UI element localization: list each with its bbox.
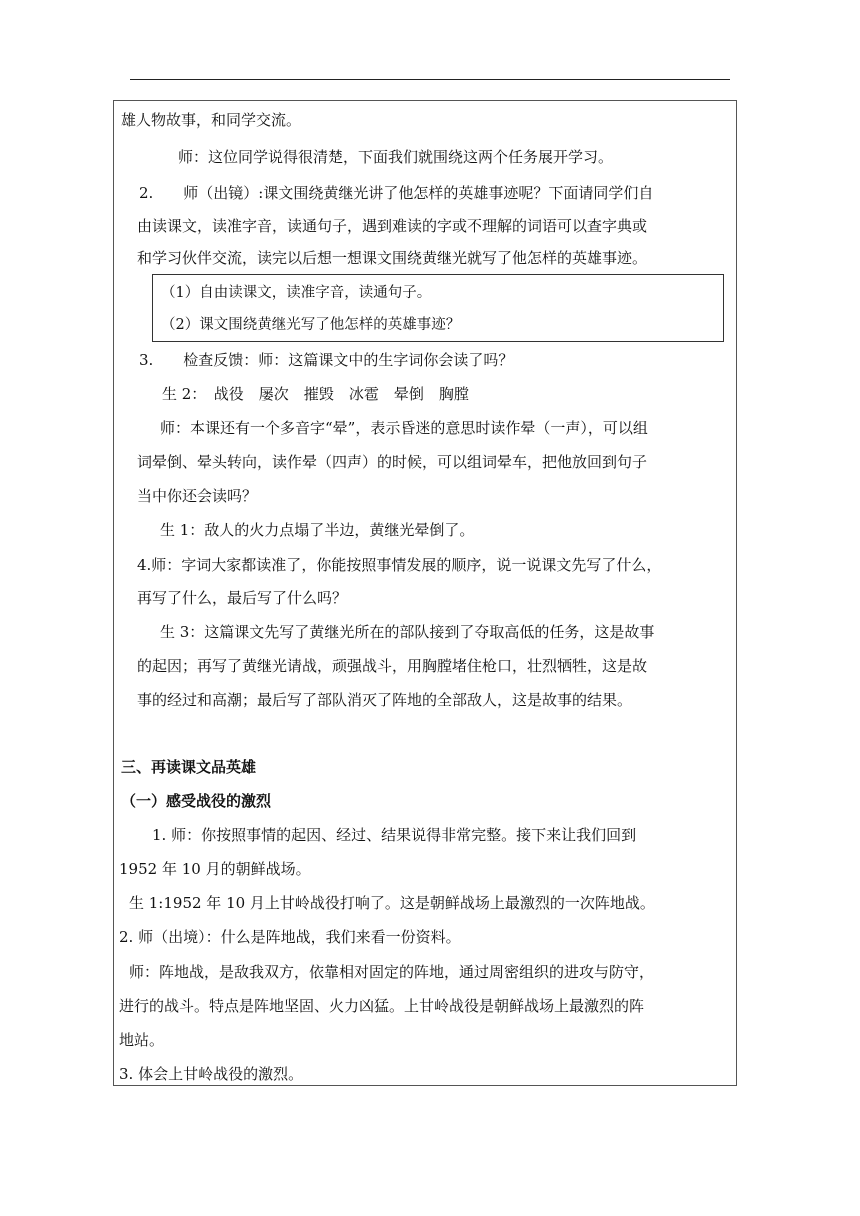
paragraph-line: 师：本课还有一个多音字“晕”，表示昏迷的意思时读作晕（一声），可以组 [160, 419, 648, 437]
paragraph-line: 词晕倒、晕头转向，读作晕（四声）的时候，可以组词晕车，把他放回到句子 [137, 453, 648, 471]
paragraph-line: 当中你还会读吗？ [137, 487, 258, 505]
paragraph-line: 生 1:1952 年 10 月上甘岭战役打响了。这是朝鲜战场上最激烈的一次阵地战。 [129, 894, 655, 912]
paragraph-line: 雄人物故事，和同学交流。 [121, 111, 302, 129]
paragraph-line: 再写了什么，最后写了什么吗？ [137, 589, 348, 607]
paragraph-line: 生 2： 战役 屡次 摧毁 冰雹 晕倒 胸膛 [162, 385, 469, 403]
header-rule [130, 79, 730, 80]
paragraph-line: 师：阵地战，是敌我双方，依靠相对固定的阵地，通过周密组织的进攻与防守， [129, 963, 655, 981]
subsection-heading: （一）感受战役的激烈 [121, 792, 272, 810]
paragraph-line: 生 1：敌人的火力点塌了半边，黄继光晕倒了。 [160, 521, 475, 539]
paragraph-line: 2. 师（出境）：什么是阵地战，我们来看一份资料。 [119, 928, 461, 946]
section-heading: 三、再读课文品英雄 [121, 758, 257, 776]
task-item: （2）课文围绕黄继光写了他怎样的英雄事迹？ [161, 317, 461, 333]
paragraph-line: 1952 年 10 月的朝鲜战场。 [119, 860, 311, 878]
paragraph-line: 进行的战斗。特点是阵地坚固、火力凶猛。上甘岭战役是朝鲜战场上最激烈的阵 [119, 997, 645, 1015]
paragraph-line: 1. 师：你按照事情的起因、经过、结果说得非常完整。接下来让我们回到 [152, 826, 637, 844]
paragraph-line: 和学习伙伴交流，读完以后想一想课文围绕黄继光就写了他怎样的英雄事迹。 [137, 249, 648, 267]
paragraph-line: 3. 体会上甘岭战役的激烈。 [119, 1065, 304, 1083]
paragraph-line: 由读课文，读准字音，读通句子，遇到难读的字或不理解的词语可以查字典或 [137, 217, 648, 235]
paragraph-line: 事的经过和高潮；最后写了部队消灭了阵地的全部敌人，这是故事的结果。 [137, 691, 633, 709]
paragraph-line: 2. 师（出镜）:课文围绕黄继光讲了他怎样的英雄事迹呢？下面请同学们自 [139, 184, 654, 202]
paragraph-line: 生 3：这篇课文先写了黄继光所在的部队接到了夺取高低的任务，这是故事 [160, 623, 655, 641]
task-box [152, 274, 724, 342]
task-item: （1）自由读课文，读准字音，读通句子。 [161, 285, 432, 301]
paragraph-line: 3. 检查反馈：师：这篇课文中的生字词你会读了吗？ [139, 351, 514, 369]
paragraph-line: 地站。 [119, 1031, 165, 1049]
paragraph-line: 的起因；再写了黄继光请战，顽强战斗，用胸膛堵住枪口，壮烈牺牲，这是故 [137, 657, 648, 675]
paragraph-line: 4.师：字词大家都读准了，你能按照事情发展的顺序，说一说课文先写了什么， [137, 556, 662, 574]
paragraph-line: 师：这位同学说得很清楚，下面我们就围绕这两个任务展开学习。 [178, 148, 614, 166]
